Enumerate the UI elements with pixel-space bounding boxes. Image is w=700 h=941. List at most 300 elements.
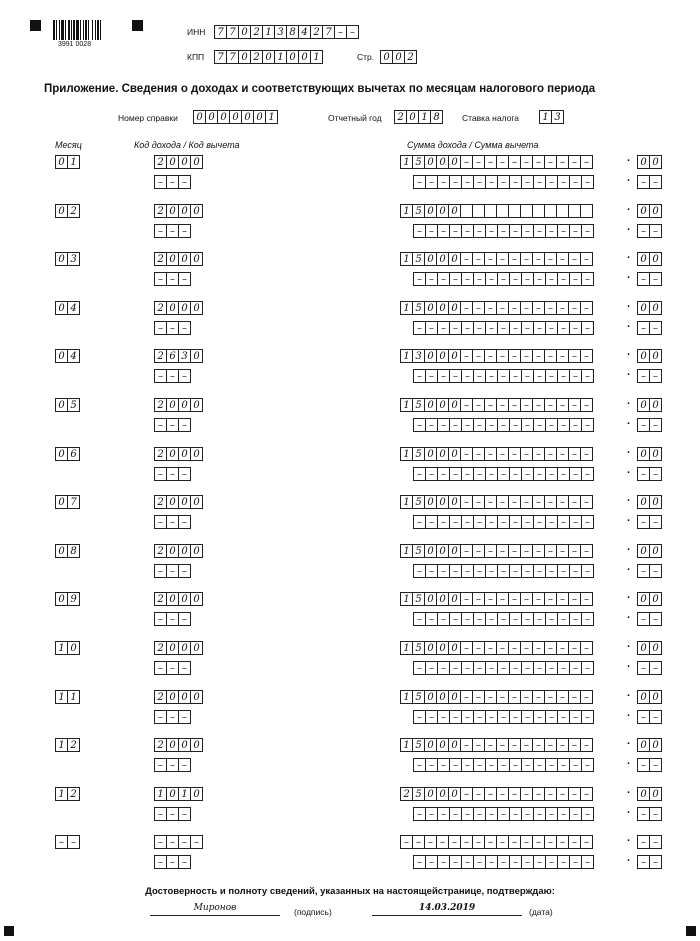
form-cell: – — [569, 369, 582, 383]
form-cell: – — [461, 369, 474, 383]
form-cell — [580, 204, 593, 218]
income-amount-field[interactable] — [400, 787, 592, 801]
income-code-field[interactable] — [154, 835, 202, 849]
decimal-separator: . — [627, 297, 631, 310]
date-field[interactable]: 14.03.2019 — [372, 901, 522, 916]
form-cell: 0 — [637, 641, 650, 655]
form-cell: – — [166, 855, 179, 869]
inn-label: ИНН — [187, 27, 206, 37]
deduction-code-field[interactable] — [154, 564, 190, 578]
form-cell: – — [437, 855, 450, 869]
income-kopecks-field[interactable] — [637, 204, 661, 218]
form-cell: 1 — [400, 495, 413, 509]
form-cell: – — [556, 447, 569, 461]
income-code-field[interactable] — [154, 738, 202, 752]
form-cell: – — [472, 641, 485, 655]
form-cell: 0 — [637, 495, 650, 509]
form-cell: – — [166, 272, 179, 286]
form-cell: – — [473, 612, 486, 626]
month-field[interactable] — [55, 398, 79, 412]
month-field[interactable] — [55, 738, 79, 752]
deduction-amount-field[interactable] — [413, 418, 593, 432]
form-cell: – — [520, 447, 533, 461]
form-cell: – — [637, 175, 650, 189]
form-cell: 5 — [412, 544, 425, 558]
form-cell: – — [532, 738, 545, 752]
form-cell: – — [437, 224, 450, 238]
income-kopecks-field[interactable] — [637, 592, 661, 606]
form-cell: – — [533, 612, 546, 626]
form-cell: 0 — [424, 787, 437, 801]
month-field[interactable] — [55, 495, 79, 509]
form-cell: – — [497, 661, 510, 675]
month-field[interactable] — [55, 204, 79, 218]
form-cell: – — [533, 224, 546, 238]
form-cell: – — [437, 418, 450, 432]
form-cell: – — [521, 418, 534, 432]
month-field[interactable] — [55, 787, 79, 801]
form-cell: 1 — [154, 787, 167, 801]
month-field[interactable] — [55, 544, 79, 558]
form-cell: 0 — [424, 349, 437, 363]
income-kopecks-field[interactable] — [637, 447, 661, 461]
income-kopecks-field[interactable] — [637, 495, 661, 509]
deduction-code-field[interactable] — [154, 467, 190, 481]
form-cell: – — [568, 641, 581, 655]
income-amount-field[interactable] — [400, 835, 592, 849]
form-cell: – — [67, 835, 80, 849]
form-cell: – — [496, 447, 509, 461]
form-cell: – — [580, 495, 593, 509]
deduction-amount-field[interactable] — [413, 661, 593, 675]
form-cell: 1 — [67, 690, 80, 704]
deduction-kopecks-field[interactable] — [637, 175, 661, 189]
form-cell: – — [509, 661, 522, 675]
form-cell: – — [485, 175, 498, 189]
form-cell: – — [532, 349, 545, 363]
decimal-separator: . — [627, 317, 631, 330]
report-year-field[interactable] — [394, 110, 442, 124]
income-code-field[interactable] — [154, 641, 202, 655]
form-cell: – — [425, 369, 438, 383]
deduction-kopecks-field[interactable] — [637, 418, 661, 432]
form-cell: 1 — [400, 447, 413, 461]
deduction-kopecks-field[interactable] — [637, 515, 661, 529]
form-cell: – — [448, 835, 461, 849]
income-amount-field[interactable] — [400, 641, 592, 655]
income-kopecks-field[interactable] — [637, 835, 661, 849]
form-cell: 0 — [190, 398, 203, 412]
deduction-kopecks-field[interactable] — [637, 855, 661, 869]
form-cell: 7 — [322, 25, 335, 39]
form-cell: – — [437, 807, 450, 821]
form-cell: – — [521, 515, 534, 529]
form-cell: – — [544, 252, 557, 266]
month-field[interactable] — [55, 641, 79, 655]
form-cell: – — [533, 272, 546, 286]
form-cell: – — [649, 321, 662, 335]
form-cell: 2 — [400, 787, 413, 801]
tax-rate-field[interactable] — [539, 110, 563, 124]
income-kopecks-field[interactable] — [637, 690, 661, 704]
form-cell: – — [485, 855, 498, 869]
form-cell: – — [485, 807, 498, 821]
form-cell: – — [580, 835, 593, 849]
month-field[interactable] — [55, 447, 79, 461]
form-cell: – — [437, 661, 450, 675]
form-cell: – — [496, 690, 509, 704]
form-cell: 8 — [430, 110, 443, 124]
deduction-kopecks-field[interactable] — [637, 321, 661, 335]
form-cell: – — [485, 467, 498, 481]
deduction-code-field[interactable] — [154, 418, 190, 432]
decimal-separator: . — [627, 589, 631, 602]
form-cell: – — [556, 349, 569, 363]
form-cell: – — [425, 710, 438, 724]
tax-rate-label: Ставка налога — [462, 113, 520, 123]
form-cell: – — [425, 272, 438, 286]
month-field[interactable] — [55, 301, 79, 315]
form-cell: – — [557, 661, 570, 675]
form-cell: – — [472, 252, 485, 266]
form-cell: – — [581, 321, 594, 335]
form-cell: – — [533, 175, 546, 189]
cert-number-field[interactable] — [193, 110, 277, 124]
form-cell: 0 — [436, 592, 449, 606]
form-cell: – — [484, 301, 497, 315]
income-amount-field[interactable] — [400, 155, 592, 169]
form-cell: – — [400, 835, 413, 849]
form-cell: 1 — [55, 738, 68, 752]
form-cell: 8 — [286, 25, 299, 39]
form-cell: – — [461, 175, 474, 189]
form-cell: 0 — [238, 25, 251, 39]
form-cell: – — [485, 758, 498, 772]
form-cell: – — [533, 321, 546, 335]
form-cell: – — [166, 807, 179, 821]
deduction-kopecks-field[interactable] — [637, 710, 661, 724]
deduction-code-field[interactable] — [154, 272, 190, 286]
form-cell: – — [556, 641, 569, 655]
form-cell: 0 — [448, 495, 461, 509]
form-cell: – — [413, 612, 426, 626]
form-cell: – — [473, 564, 486, 578]
form-cell: – — [545, 175, 558, 189]
form-cell: – — [568, 301, 581, 315]
deduction-kopecks-field[interactable] — [637, 224, 661, 238]
form-cell: – — [178, 835, 191, 849]
month-field[interactable] — [55, 835, 79, 849]
income-code-field[interactable] — [154, 592, 202, 606]
form-cell: – — [533, 564, 546, 578]
month-field[interactable] — [55, 592, 79, 606]
income-kopecks-field[interactable] — [637, 349, 661, 363]
form-cell: – — [580, 787, 593, 801]
form-cell: – — [496, 544, 509, 558]
form-cell: 0 — [637, 204, 650, 218]
deduction-code-field[interactable] — [154, 807, 190, 821]
form-cell: – — [581, 467, 594, 481]
income-amount-field[interactable] — [400, 252, 592, 266]
form-cell: 2 — [154, 252, 167, 266]
form-cell: – — [484, 690, 497, 704]
income-code-field[interactable] — [154, 349, 202, 363]
form-cell: – — [509, 175, 522, 189]
form-cell: 0 — [637, 447, 650, 461]
form-cell: – — [637, 321, 650, 335]
form-cell: 2 — [154, 301, 167, 315]
form-cell: – — [460, 544, 473, 558]
form-cell: – — [473, 710, 486, 724]
form-cell: 0 — [166, 495, 179, 509]
form-cell: – — [413, 418, 426, 432]
deduction-amount-field[interactable] — [413, 369, 593, 383]
deduction-amount-field[interactable] — [413, 564, 593, 578]
form-cell: – — [532, 447, 545, 461]
form-cell: – — [532, 690, 545, 704]
form-cell: – — [532, 252, 545, 266]
form-cell: – — [544, 592, 557, 606]
form-cell: – — [154, 564, 167, 578]
income-kopecks-field[interactable] — [637, 252, 661, 266]
form-cell: – — [413, 661, 426, 675]
form-cell: – — [461, 710, 474, 724]
deduction-kopecks-field[interactable] — [637, 807, 661, 821]
deduction-code-field[interactable] — [154, 661, 190, 675]
form-cell: – — [178, 175, 191, 189]
deduction-amount-field[interactable] — [413, 467, 593, 481]
income-kopecks-field[interactable] — [637, 641, 661, 655]
income-amount-field[interactable] — [400, 592, 592, 606]
income-kopecks-field[interactable] — [637, 544, 661, 558]
month-field[interactable] — [55, 349, 79, 363]
income-amount-field[interactable] — [400, 738, 592, 752]
form-cell: – — [637, 515, 650, 529]
deduction-code-field[interactable] — [154, 321, 190, 335]
form-cell: – — [509, 710, 522, 724]
deduction-code-field[interactable] — [154, 224, 190, 238]
form-cell: – — [509, 612, 522, 626]
form-cell: – — [520, 252, 533, 266]
form-cell: – — [569, 175, 582, 189]
form-cell: 0 — [436, 738, 449, 752]
deduction-amount-field[interactable] — [413, 612, 593, 626]
decimal-separator: . — [627, 346, 631, 359]
income-kopecks-field[interactable] — [637, 738, 661, 752]
income-amount-field[interactable] — [400, 447, 592, 461]
income-code-field[interactable] — [154, 690, 202, 704]
deduction-code-field[interactable] — [154, 369, 190, 383]
form-cell: – — [649, 369, 662, 383]
income-kopecks-field[interactable] — [637, 787, 661, 801]
form-cell: 0 — [448, 349, 461, 363]
form-cell: – — [437, 710, 450, 724]
income-amount-field[interactable] — [400, 495, 592, 509]
deduction-amount-field[interactable] — [413, 758, 593, 772]
form-cell: 0 — [286, 50, 299, 64]
barcode-number: 3991 0028 — [58, 41, 92, 48]
form-cell: 3 — [67, 252, 80, 266]
income-amount-field[interactable] — [400, 398, 592, 412]
deduction-amount-field[interactable] — [413, 175, 593, 189]
form-cell: – — [472, 301, 485, 315]
form-cell: – — [544, 301, 557, 315]
form-cell: – — [496, 398, 509, 412]
deduction-code-field[interactable] — [154, 612, 190, 626]
income-code-field[interactable] — [154, 301, 202, 315]
deduction-kopecks-field[interactable] — [637, 272, 661, 286]
form-cell: 0 — [190, 495, 203, 509]
form-cell: 1 — [400, 204, 413, 218]
form-cell: – — [449, 321, 462, 335]
form-cell: – — [569, 855, 582, 869]
page-number-field[interactable] — [380, 50, 416, 64]
deduction-code-field[interactable] — [154, 758, 190, 772]
form-cell: 1 — [418, 110, 431, 124]
income-code-field[interactable] — [154, 204, 202, 218]
income-code-field[interactable] — [154, 252, 202, 266]
month-field[interactable] — [55, 155, 79, 169]
form-cell: – — [520, 592, 533, 606]
form-cell: 1 — [262, 25, 275, 39]
deduction-amount-field[interactable] — [413, 515, 593, 529]
form-cell: – — [166, 515, 179, 529]
form-cell: – — [449, 855, 462, 869]
deduction-kopecks-field[interactable] — [637, 369, 661, 383]
deduction-kopecks-field[interactable] — [637, 467, 661, 481]
income-kopecks-field[interactable] — [637, 301, 661, 315]
income-amount-field[interactable] — [400, 690, 592, 704]
form-cell: 1 — [539, 110, 552, 124]
deduction-code-field[interactable] — [154, 855, 190, 869]
form-cell: – — [521, 321, 534, 335]
income-code-field[interactable] — [154, 495, 202, 509]
form-cell: – — [449, 467, 462, 481]
deduction-code-field[interactable] — [154, 175, 190, 189]
deduction-code-field[interactable] — [154, 515, 190, 529]
form-cell: 0 — [637, 349, 650, 363]
deduction-amount-field[interactable] — [413, 807, 593, 821]
form-cell: – — [545, 515, 558, 529]
form-cell: – — [544, 544, 557, 558]
income-code-field[interactable] — [154, 447, 202, 461]
form-cell: – — [581, 710, 594, 724]
income-kopecks-field[interactable] — [637, 155, 661, 169]
form-cell: – — [533, 807, 546, 821]
deduction-amount-field[interactable] — [413, 272, 593, 286]
form-cell: 0 — [637, 738, 650, 752]
form-cell: – — [545, 321, 558, 335]
deduction-kopecks-field[interactable] — [637, 612, 661, 626]
form-cell: – — [637, 807, 650, 821]
form-cell: – — [472, 787, 485, 801]
form-cell: 0 — [448, 690, 461, 704]
income-code-field[interactable] — [154, 544, 202, 558]
form-cell: – — [473, 224, 486, 238]
form-cell: 0 — [190, 252, 203, 266]
income-kopecks-field[interactable] — [637, 398, 661, 412]
kpp-field[interactable] — [214, 50, 322, 64]
form-cell: – — [580, 447, 593, 461]
deduction-kopecks-field[interactable] — [637, 661, 661, 675]
form-cell: – — [508, 641, 521, 655]
month-field[interactable] — [55, 690, 79, 704]
form-cell: – — [649, 224, 662, 238]
income-code-field[interactable] — [154, 398, 202, 412]
income-amount-field[interactable] — [400, 349, 592, 363]
form-cell: 0 — [436, 641, 449, 655]
form-cell: 0 — [166, 155, 179, 169]
signature-field[interactable]: Миронов — [150, 901, 280, 916]
form-cell: – — [473, 175, 486, 189]
form-cell: 1 — [55, 787, 68, 801]
deduction-amount-field[interactable] — [413, 710, 593, 724]
form-cell: – — [581, 661, 594, 675]
income-amount-field[interactable] — [400, 544, 592, 558]
form-cell: – — [334, 25, 347, 39]
form-cell: – — [154, 612, 167, 626]
form-cell: – — [509, 807, 522, 821]
decimal-separator: . — [627, 803, 631, 816]
form-cell: – — [521, 272, 534, 286]
date-caption: (дата) — [529, 907, 553, 917]
form-cell: – — [637, 612, 650, 626]
inn-field[interactable] — [214, 25, 358, 39]
form-cell: – — [496, 301, 509, 315]
form-cell: 0 — [190, 690, 203, 704]
form-cell: 8 — [67, 544, 80, 558]
form-cell: 1 — [67, 155, 80, 169]
form-cell: – — [520, 738, 533, 752]
form-cell: 1 — [400, 641, 413, 655]
deduction-amount-field[interactable] — [413, 855, 593, 869]
income-code-field[interactable] — [154, 155, 202, 169]
form-cell: – — [569, 564, 582, 578]
form-cell: – — [437, 369, 450, 383]
deduction-amount-field[interactable] — [413, 321, 593, 335]
form-cell: – — [460, 398, 473, 412]
form-cell: 5 — [67, 398, 80, 412]
income-amount-field[interactable] — [400, 301, 592, 315]
income-code-field[interactable] — [154, 787, 202, 801]
form-cell: 2 — [154, 495, 167, 509]
form-cell: – — [166, 710, 179, 724]
income-amount-field[interactable] — [400, 204, 592, 218]
form-cell: 0 — [55, 447, 68, 461]
form-cell: 0 — [649, 544, 662, 558]
deduction-kopecks-field[interactable] — [637, 758, 661, 772]
deduction-amount-field[interactable] — [413, 224, 593, 238]
form-cell: – — [154, 855, 167, 869]
kpp-label: КПП — [187, 52, 205, 62]
deduction-kopecks-field[interactable] — [637, 564, 661, 578]
form-cell: – — [178, 855, 191, 869]
form-cell: – — [520, 398, 533, 412]
month-field[interactable] — [55, 252, 79, 266]
form-cell: 0 — [229, 110, 242, 124]
decimal-separator: . — [627, 832, 631, 845]
deduction-code-field[interactable] — [154, 710, 190, 724]
form-cell: – — [154, 272, 167, 286]
decimal-separator: . — [627, 220, 631, 233]
form-cell: 0 — [178, 641, 191, 655]
form-cell: – — [557, 224, 570, 238]
form-cell: 7 — [67, 495, 80, 509]
form-cell: – — [569, 321, 582, 335]
form-cell: – — [649, 807, 662, 821]
form-cell: – — [178, 418, 191, 432]
form-cell: – — [460, 641, 473, 655]
